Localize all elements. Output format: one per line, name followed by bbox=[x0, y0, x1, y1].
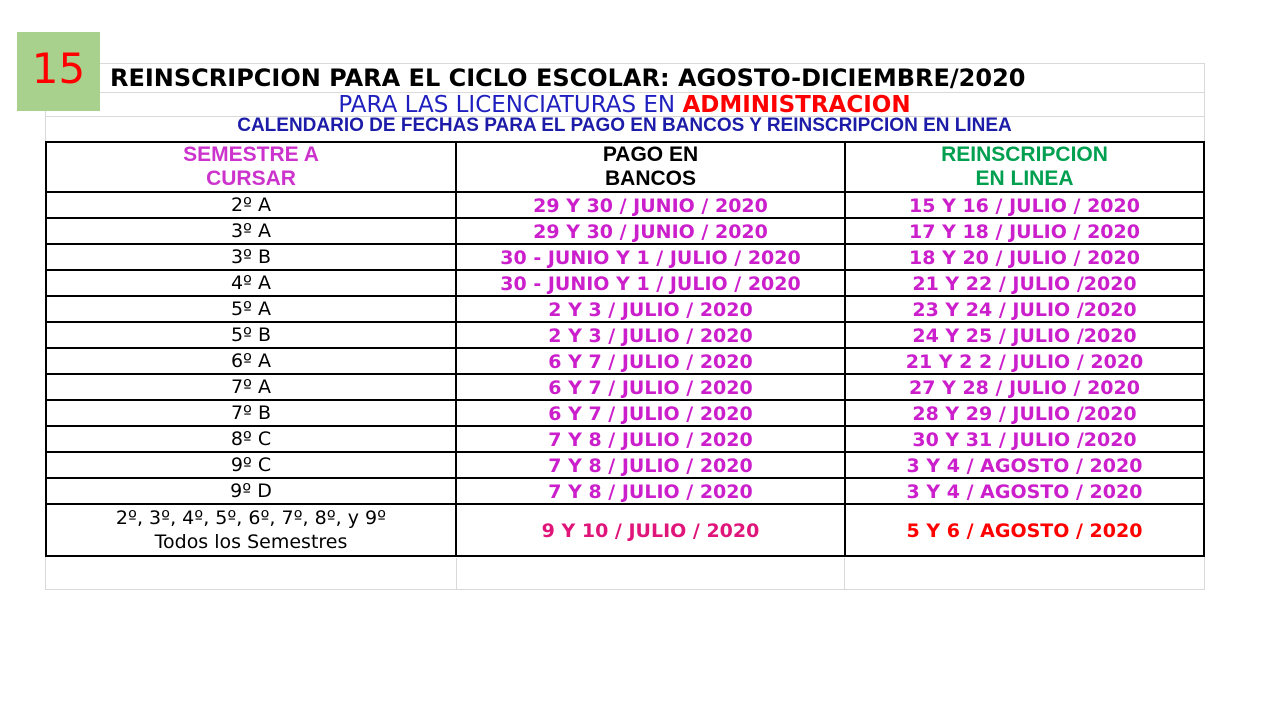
header-reinscripcion bbox=[845, 142, 1204, 192]
semestre-cell: 5º A bbox=[46, 296, 456, 322]
header-reinscripcion-line1: REINSCRIPCION bbox=[941, 143, 1108, 166]
pago-cell: 6 Y 7 / JULIO / 2020 bbox=[456, 348, 845, 374]
pago-cell-all: 9 Y 10 / JULIO / 2020 bbox=[456, 504, 845, 556]
page-number-badge: 15 bbox=[17, 32, 100, 111]
grid-line-col-b bbox=[844, 558, 845, 590]
semestre-cell-all bbox=[46, 504, 456, 556]
pago-cell: 7 Y 8 / JULIO / 2020 bbox=[456, 452, 845, 478]
pago-cell: 2 Y 3 / JULIO / 2020 bbox=[456, 296, 845, 322]
semestre-cell: 3º A bbox=[46, 218, 456, 244]
reinscripcion-cell: 21 Y 2 2 / JULIO / 2020 bbox=[845, 348, 1204, 374]
subtitle-highlight: ADMINISTRACION bbox=[682, 92, 911, 118]
table-row bbox=[46, 478, 1204, 504]
reinscripcion-cell: 28 Y 29 / JULIO /2020 bbox=[845, 400, 1204, 426]
table-row bbox=[46, 452, 1204, 478]
pago-cell: 30 - JUNIO Y 1 / JULIO / 2020 bbox=[456, 244, 845, 270]
semestre-cell: 6º A bbox=[46, 348, 456, 374]
table-row bbox=[46, 192, 1204, 218]
calendar-caption: CALENDARIO DE FECHAS PARA EL PAGO EN BANCOS Y REINSCRIPCION EN LINEA bbox=[237, 115, 1012, 136]
semestre-cell: 9º C bbox=[46, 452, 456, 478]
table-row-all-semesters bbox=[46, 504, 1204, 556]
reinscripcion-cell-all: 5 Y 6 / AGOSTO / 2020 bbox=[845, 504, 1204, 556]
subtitle-prefix: PARA LAS LICENCIATURAS EN bbox=[338, 92, 683, 118]
reinscripcion-cell: 23 Y 24 / JULIO /2020 bbox=[845, 296, 1204, 322]
semestre-all-line1: 2º, 3º, 4º, 5º, 6º, 7º, 8º, y 9º bbox=[115, 507, 387, 529]
semestre-cell: 4º A bbox=[46, 270, 456, 296]
reinscripcion-cell: 3 Y 4 / AGOSTO / 2020 bbox=[845, 452, 1204, 478]
pago-cell: 6 Y 7 / JULIO / 2020 bbox=[456, 374, 845, 400]
semestre-cell: 9º D bbox=[46, 478, 456, 504]
semestre-cell: 3º B bbox=[46, 244, 456, 270]
schedule-table bbox=[45, 141, 1205, 557]
table-header-row bbox=[46, 142, 1204, 192]
header-pago-line1: PAGO EN bbox=[602, 143, 699, 166]
semestre-cell: 5º B bbox=[46, 322, 456, 348]
reinscripcion-cell: 3 Y 4 / AGOSTO / 2020 bbox=[845, 478, 1204, 504]
grid-line-bottom bbox=[45, 589, 1205, 590]
table-row bbox=[46, 426, 1204, 452]
pago-cell: 7 Y 8 / JULIO / 2020 bbox=[456, 426, 845, 452]
table-row bbox=[46, 270, 1204, 296]
header-semestre-line1: SEMESTRE A bbox=[183, 143, 319, 166]
document-title: REINSCRIPCION PARA EL CICLO ESCOLAR: AGOSTO-DICIEMBRE/2020 bbox=[110, 64, 1026, 92]
pago-cell: 2 Y 3 / JULIO / 2020 bbox=[456, 322, 845, 348]
pago-cell: 30 - JUNIO Y 1 / JULIO / 2020 bbox=[456, 270, 845, 296]
reinscripcion-cell: 30 Y 31 / JULIO /2020 bbox=[845, 426, 1204, 452]
pago-cell: 6 Y 7 / JULIO / 2020 bbox=[456, 400, 845, 426]
semestre-cell: 7º A bbox=[46, 374, 456, 400]
header-semestre bbox=[46, 142, 456, 192]
semestre-cell: 7º B bbox=[46, 400, 456, 426]
header-reinscripcion-line2: EN LINEA bbox=[975, 167, 1074, 190]
table-row bbox=[46, 322, 1204, 348]
reinscripcion-cell: 21 Y 22 / JULIO /2020 bbox=[845, 270, 1204, 296]
header-pago-line2: BANCOS bbox=[604, 167, 696, 190]
header-semestre-line2: CURSAR bbox=[206, 167, 296, 190]
semestre-all-line2: Todos los Semestres bbox=[154, 531, 348, 553]
pago-cell: 29 Y 30 / JUNIO / 2020 bbox=[456, 218, 845, 244]
table-row bbox=[46, 348, 1204, 374]
reinscripcion-cell: 27 Y 28 / JULIO / 2020 bbox=[845, 374, 1204, 400]
table-row bbox=[46, 296, 1204, 322]
semestre-cell: 2º A bbox=[46, 192, 456, 218]
reinscripcion-cell: 18 Y 20 / JULIO / 2020 bbox=[845, 244, 1204, 270]
reinscripcion-cell: 17 Y 18 / JULIO / 2020 bbox=[845, 218, 1204, 244]
table-row bbox=[46, 374, 1204, 400]
grid-line-col-a bbox=[456, 558, 457, 590]
table-row bbox=[46, 218, 1204, 244]
pago-cell: 29 Y 30 / JUNIO / 2020 bbox=[456, 192, 845, 218]
table-row bbox=[46, 400, 1204, 426]
table-row bbox=[46, 244, 1204, 270]
document-subtitle bbox=[45, 92, 1204, 116]
header-pago bbox=[456, 142, 845, 192]
semestre-cell: 8º C bbox=[46, 426, 456, 452]
reinscripcion-cell: 24 Y 25 / JULIO /2020 bbox=[845, 322, 1204, 348]
reinscripcion-cell: 15 Y 16 / JULIO / 2020 bbox=[845, 192, 1204, 218]
pago-cell: 7 Y 8 / JULIO / 2020 bbox=[456, 478, 845, 504]
